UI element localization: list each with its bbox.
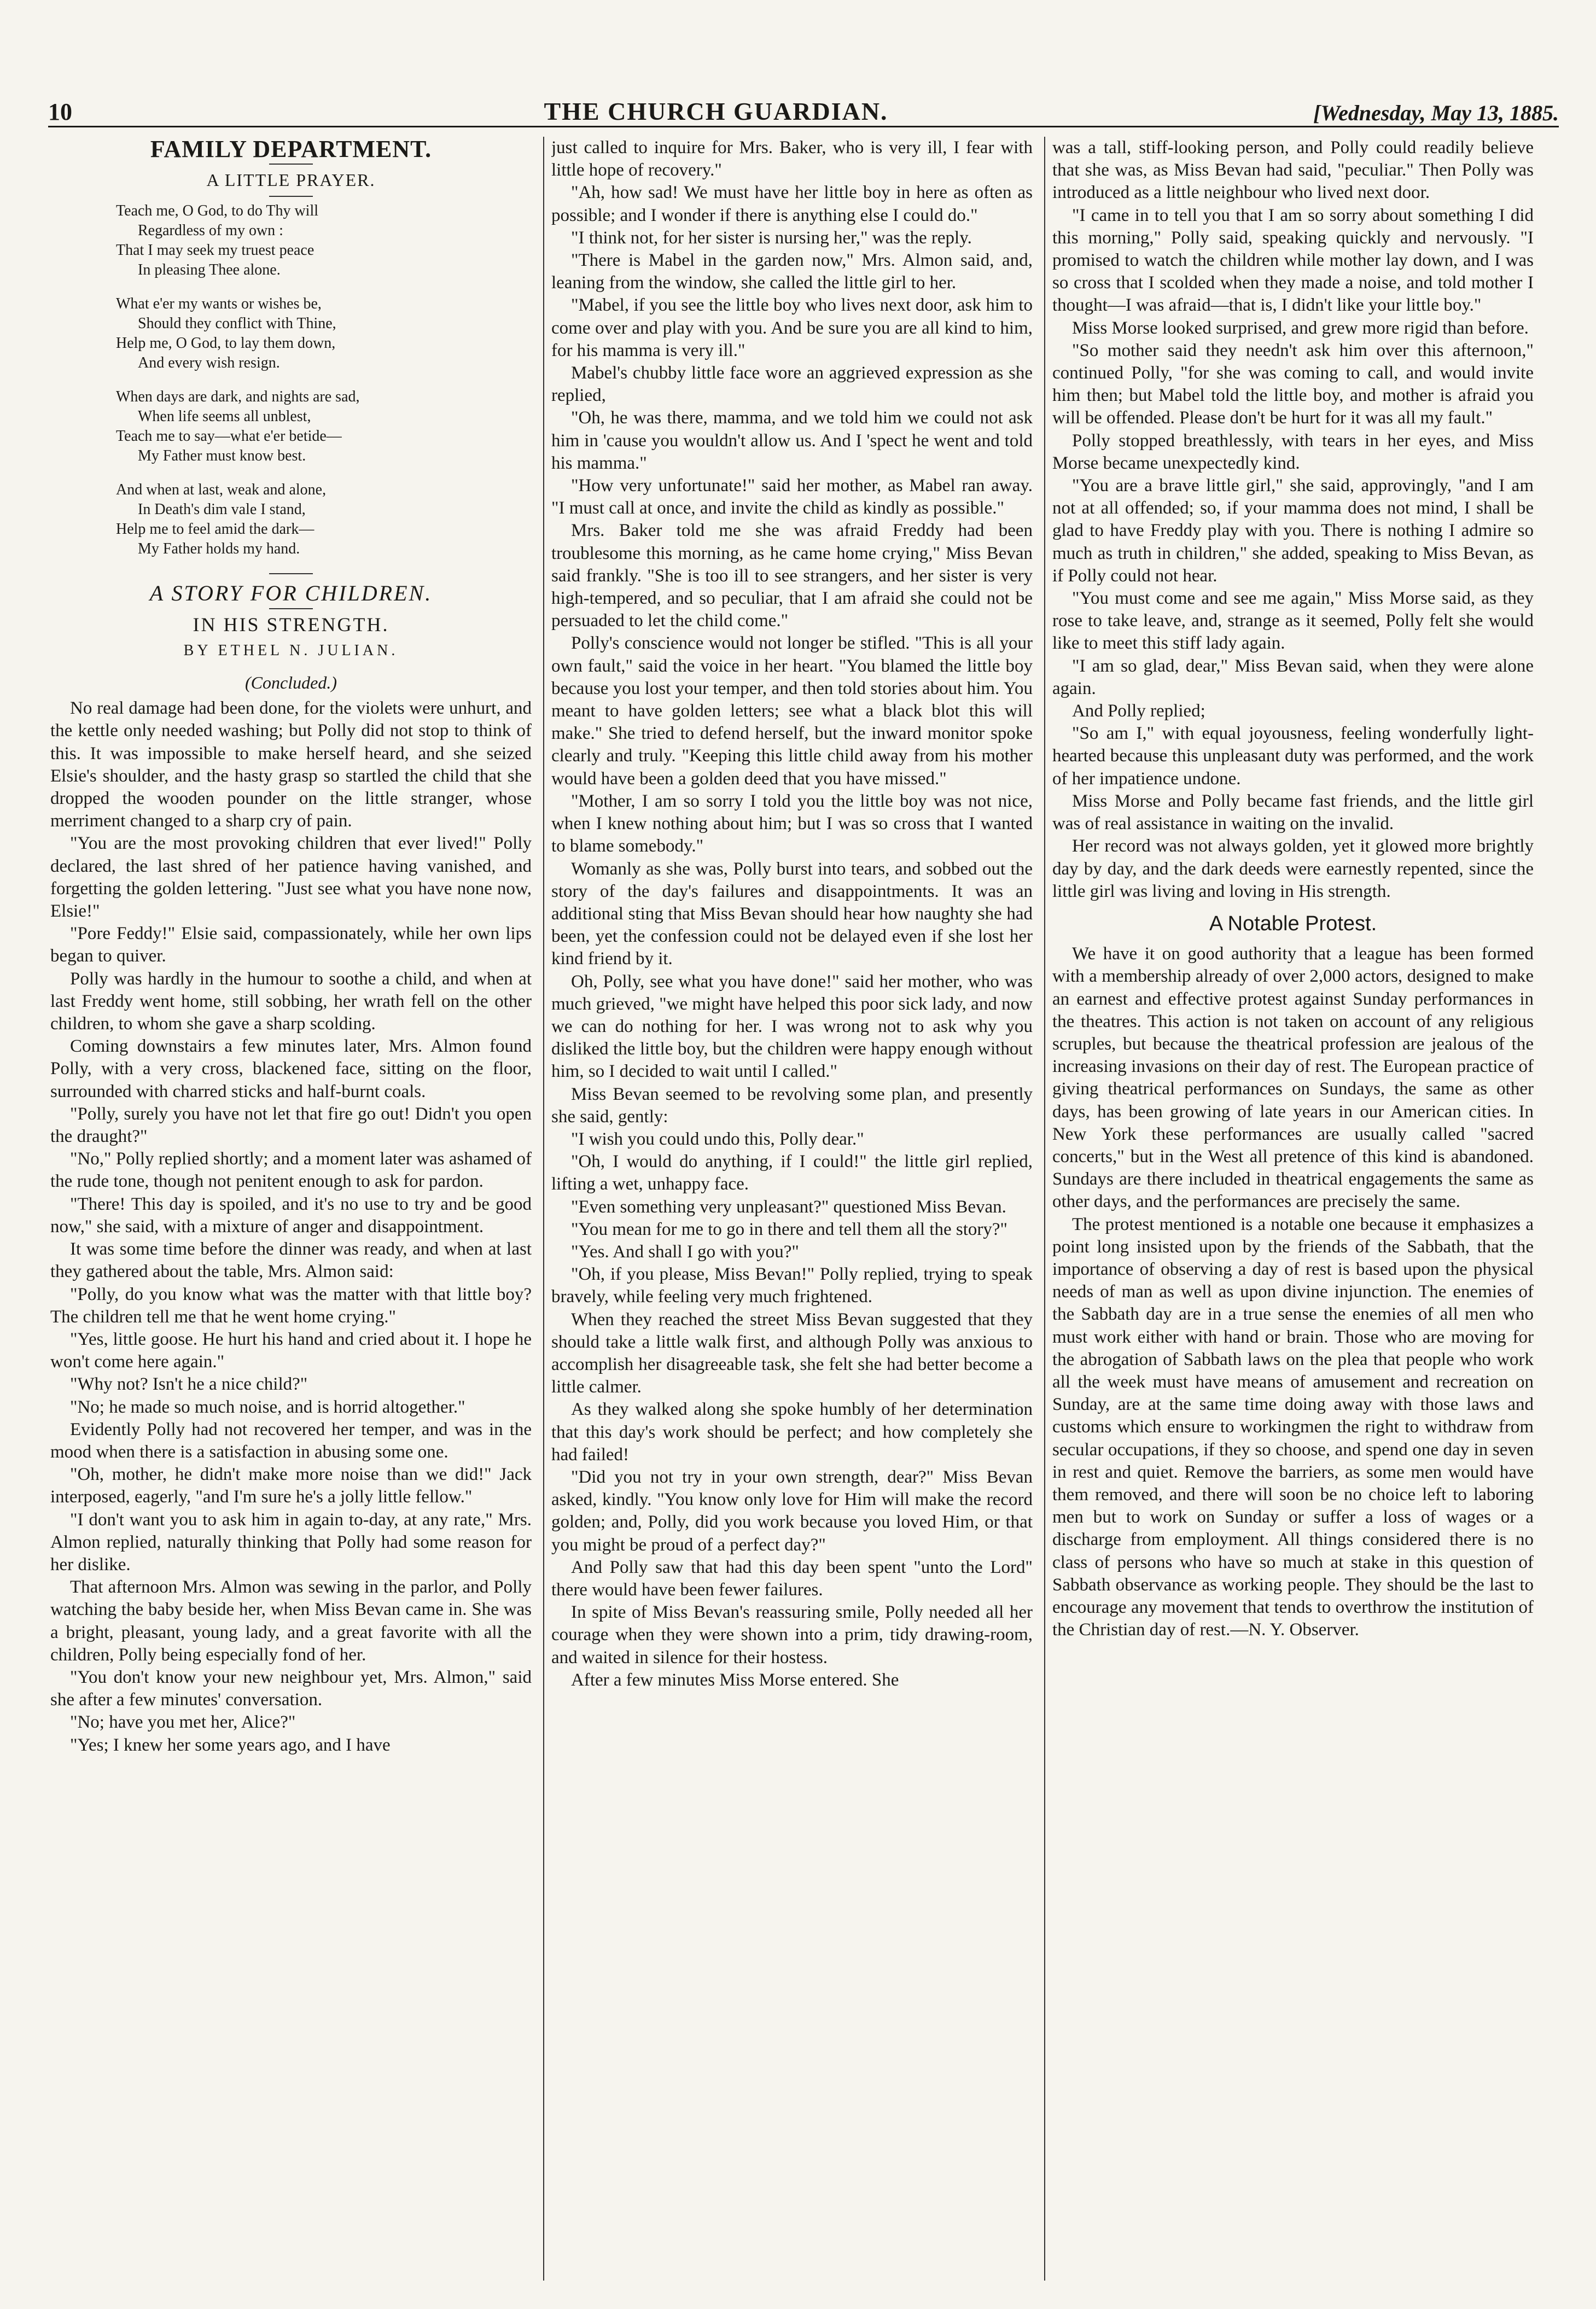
poem-stanza [116,387,532,466]
poem-line: My Father holds my hand. [138,540,300,558]
paragraph: Oh, Polly, see what you have done!" said her mother, who was much grieved, "we might have helped this poor sick lady, and now we can do nothing for her. I was wrong not to ask why you disliked the little boy, but the children were happy enough without him, so I decided to wait until I called." [551,971,1033,1082]
poem-stanza [116,201,532,280]
divider [269,196,313,197]
paragraph: We have it on good authority that a league has been formed with a membership already of over 2,000 actors, designed to make an earnest and effective protest against Sunday performances in the theatres. This action is not taken on account of any religious scruples, but because the theatrical profession are jealous of the increasing invasions on their day of rest. The European practice of giving theatrical performances on Sundays, the same as other days, has been growing of late years in our American cities. In New York these performances are usually called "sacred concerts," but in the West all pretence of this kind is abandoned. Sundays are there included in theatrical engagements the same as other days, and the performances are precisely the same. [1052,944,1534,1212]
paragraph: "Ah, how sad! We must have her little boy in here as often as possible; and I wonder if there is anything else I could do." [551,183,1033,225]
poem-line: Help me, O God, to lay them down, [116,335,336,352]
poem-line: And every wish resign. [138,354,280,372]
paragraph: "Polly, surely you have not let that fire go out! Didn't you open the draught?" [50,1104,532,1147]
poem-line: What e'er my wants or wishes be, [116,295,322,313]
paragraph: And Polly replied; [1072,701,1205,721]
poem-line: When life seems all unblest, [138,408,311,425]
poem-stanza [116,480,532,559]
paragraph: Polly's conscience would not longer be stifled. "This is all your own fault," said the voice in her heart. "You blamed the little boy because you lost your temper, and then told stories about him. You meant to have golden letters; see what a black blot this will make." She tried to defend herself, but the inward monitor spoke clearly and truly. "Keeping this little child away from his mother would have been a golden deed that you have missed." [551,633,1033,789]
column-rule [543,137,544,2281]
column-rule [1044,137,1045,2281]
paragraph: In spite of Miss Bevan's reassuring smile, Polly needed all her courage when they were shown into a prim, tidy drawing-room, and waited in silence for their hostess. [551,1602,1033,1667]
poem-line: Teach me to say—what e'er betide— [116,428,342,445]
paragraph: was a tall, stiff-looking person, and Polly could readily believe that she was, as Miss Bevan had said, "peculiar." Then Polly was introduced as a little neighbour who lived next door. [1052,138,1534,203]
paragraph: Her record was not always golden, yet it glowed more brightly day by day, and the dark deeds were earnestly repented, since the little girl was living and loving in His strength. [1052,836,1534,901]
paragraph: "No; he made so much noise, and is horrid altogether." [70,1397,465,1417]
divider [269,164,313,165]
paragraph: Miss Morse looked surprised, and grew more rigid than before. [1072,318,1529,338]
paragraph: "Did you not try in your own strength, dear?" Miss Bevan asked, kindly. "You know only love for Him will make the record golden; and, Polly, did you work because you loved Him, or that you might be proud of a perfect day?" [551,1467,1033,1555]
poem-line: In Death's dim vale I stand, [138,501,306,518]
paragraph: "You mean for me to go in there and tell them all the story?" [571,1219,1007,1239]
poem-line: Should they conflict with Thine, [138,315,336,333]
paragraph: "No; have you met her, Alice?" [70,1712,296,1733]
paragraph: The protest mentioned is a notable one because it emphasizes a point long insisted upon by the friends of the Sabbath, that the importance of observing a day of rest is based upon the physical needs of man as well as upon divine injunction. The enemies of the Sabbath day are in a true sense the enemies of all men who must work either with hand or brain. Those who are moving for the abrogation of Sabbath laws on the plea that people who work all the week must have means of amusement and recreation on Sunday, are at the same time doing away with those laws and customs which ensure to workingmen the right to withdraw from secular occupations, if they so choose, and spend one day in seven in rest and quiet. Remove the barriers, as some men would have them removed, and there will soon be no choice left to laboring men but to work on Sunday or suffer a loss of wages or a discharge from employment. All things considered there is no class of persons who have so much at stake in this question of Sabbath observance as working people. They should be the last to encourage any movement that tends to overthrow the institution of the Christian day of rest.—N. Y. Observer. [1052,1214,1534,1640]
story-byline: BY ETHEL N. JULIAN. [183,642,399,659]
paragraph: "Yes. And shall I go with you?" [571,1241,799,1262]
paragraph: "I am so glad, dear," Miss Bevan said, when they were alone again. [1052,656,1534,698]
paragraph: "Even something very unpleasant?" questioned Miss Bevan. [571,1197,1006,1217]
column-3 [1052,137,1534,2281]
paragraph: Polly was hardly in the humour to soothe a child, and when at last Freddy went home, still sobbing, her wrath fell on the other children, to whom she gave a sharp scolding. [50,969,532,1034]
page-number: 10 [48,98,72,125]
paragraph: "You must come and see me again," Miss Morse said, as they rose to take leave, and, strange as it seemed, Polly felt she would like to meet this stiff lady again. [1052,588,1534,654]
poem-line: Help me to feel amid the dark— [116,521,314,538]
paragraph: "Oh, he was there, mamma, and we told him we could not ask him in 'cause you wouldn't allow us. And I 'spect he went and told his mamma." [551,408,1033,473]
paragraph: "How very unfortunate!" said her mother, as Mabel ran away. "I must call at once, and invite the child as kindly as possible." [551,476,1033,518]
paragraph: Miss Bevan seemed to be revolving some plan, and presently she said, gently: [551,1084,1033,1127]
paragraph: "There! This day is spoiled, and it's no use to try and be good now," she said, with a mixture of anger and disappointment. [50,1194,532,1237]
paragraph: "I think not, for her sister is nursing her," was the reply. [571,228,972,248]
paragraph: Mabel's chubby little face wore an aggrieved expression as she replied, [551,363,1033,406]
newspaper-title: THE CHURCH GUARDIAN. [544,97,888,125]
divider [269,573,313,574]
paragraph: No real damage had been done, for the violets were unhurt, and the kettle only needed washing; but Polly did not stop to think of this. It was impossible to make herself heard, and she seized Elsie's shoulder, and the hasty grasp so startled the child that she dropped the wooden pounder on the little stranger, whose merriment changed to a sharp cry of pain. [50,698,532,831]
paragraph: "Mother, I am so sorry I told you the little boy was not nice, when I knew nothing about him; but I was so cross that I wanted to blame somebody." [551,791,1033,856]
poem-line: When days are dark, and nights are sad, [116,388,360,406]
paragraph: "You are the most provoking children that ever lived!" Polly declared, the last shred of her patience having vanished, and forgetting the golden lettering. "Just see what you have none now, Elsie!" [50,833,532,922]
masthead [48,82,1559,127]
story-text-col1 [50,697,532,1757]
paragraph: And Polly saw that had this day been spent "unto the Lord" there would have been fewer failures. [551,1557,1033,1600]
paragraph: "I came in to tell you that I am so sorry about something I did this morning," Polly said, speaking quickly and nervously. "I promised to watch the children while mother lay down, and I was so cross that I scolded when they made a noise, and told mother I thought—I was afraid—that is, I didn't like your little boy." [1052,205,1534,316]
paragraph: "I wish you could undo this, Polly dear." [571,1129,864,1149]
family-department-heading: FAMILY DEPARTMENT. [150,137,432,162]
divider [269,608,313,609]
poem-line: And when at last, weak and alone, [116,481,327,499]
paragraph: That afternoon Mrs. Almon was sewing in the parlor, and Polly watching the baby beside her, when Miss Bevan came in. She was a bright, pleasant, young lady, and a great favorite with all the children, Polly being especially fond of her. [50,1577,532,1665]
paragraph: "Oh, I would do anything, if I could!" the little girl replied, lifting a wet, unhappy face. [551,1152,1033,1194]
paragraph: "Polly, do you know what was the matter with that little boy? The children tell me that he went home crying." [50,1284,532,1327]
paragraph: "You are a brave little girl," she said, approvingly, "and I am not at all offended; so, if your mamma does not mind, I shall be glad to have Freddy play with you. There is nothing I admire so much as truth in children," she added, speaking to Miss Bevan, as if Polly could not hear. [1052,476,1534,586]
paragraph: "Pore Feddy!" Elsie said, compassionately, while her own lips began to quiver. [50,924,532,966]
paragraph: "Why not? Isn't he a nice child?" [70,1374,308,1395]
poem-stanza [116,294,532,373]
paragraph: Polly stopped breathlessly, with tears in her eyes, and Miss Morse became unexpectedly kind. [1052,430,1534,473]
issue-date: [Wednesday, May 13, 1885. [1313,101,1559,125]
paragraph: "So am I," with equal joyousness, feeling wonderfully light-hearted because this unpleasant duty was performed, and the work of her impatience undone. [1052,724,1534,789]
paragraph: "I don't want you to ask him in again to-day, at any rate," Mrs. Almon replied, naturally thinking that Polly had some reason for her dislike. [50,1509,532,1575]
poem-line: That I may seek my truest peace [116,242,314,259]
poem-title: A LITTLE PRAYER. [206,170,376,190]
paragraph: "There is Mabel in the garden now," Mrs. Almon said, and, leaning from the window, she called the little girl to her. [551,250,1033,293]
paragraph: "So mother said they needn't ask him over this afternoon," continued Polly, "for she was coming to call, and would invite him then; but Mabel told the little boy, and mother is afraid you will be offended. Please don't be hurt for it was all my fault." [1052,340,1534,428]
paragraph: just called to inquire for Mrs. Baker, who is very ill, I fear with little hope of recovery." [551,138,1033,180]
paragraph: Womanly as she was, Polly burst into tears, and sobbed out the story of the day's failures and disappointments. It was an additional sting that Miss Bevan should hear how naughty she had been, yet the confession could not be delayed even if she lost her kind friend by it. [551,859,1033,969]
paragraph: After a few minutes Miss Morse entered. She [571,1670,899,1690]
paragraph: When they reached the street Miss Bevan suggested that they should take a little walk first, and although Polly was anxious to accomplish her disagreeable task, she felt she had better become a little calmer. [551,1309,1033,1397]
poem-line: Regardless of my own : [138,222,283,240]
poem-line: My Father must know best. [138,447,306,465]
concluded-note: (Concluded.) [245,673,337,693]
paragraph: Evidently Polly had not recovered her temper, and was in the mood when there is a satisfaction in abusing some one. [50,1419,532,1462]
poem-line: Teach me, O God, to do Thy will [116,202,319,220]
column-2 [551,137,1033,2281]
paragraph: "No," Polly replied shortly; and a moment later was ashamed of the rude tone, though not penitent enough to ask for pardon. [50,1149,532,1192]
story-title: IN HIS STRENGTH. [193,613,389,635]
paragraph: "Yes, little goose. He hurt his hand and cried about it. I hope he won't come here again." [50,1329,532,1372]
paragraph: As they walked along she spoke humbly of her determination that this day's work should be perfect; and how completely she had failed! [551,1400,1033,1465]
paragraph: It was some time before the dinner was ready, and when at last they gathered about the table, Mrs. Almon said: [50,1239,532,1282]
paragraph: Mrs. Baker told me she was afraid Freddy had been troublesome this morning, as he came home crying," Miss Bevan said frankly. "She is too ill to see strangers, and her sister is very high-tempered, and so peculiar, that I am afraid she could not be persuaded to let the child come." [551,521,1033,631]
paragraph: "Yes; I knew her some years ago, and I have [70,1735,391,1755]
protest-heading: A Notable Protest. [1209,912,1377,935]
paragraph: "You don't know your new neighbour yet, Mrs. Almon," said she after a few minutes' conversation. [50,1667,532,1710]
story-heading: A STORY FOR CHILDREN. [149,581,433,606]
column-1 [50,137,532,2281]
paragraph: "Mabel, if you see the little boy who lives next door, ask him to come over and play with you. And be sure you are all kind to him, for his mamma is very ill." [551,295,1033,360]
paragraph: "Oh, mother, he didn't make more noise than we did!" Jack interposed, eagerly, "and I'm sure he's a jolly little fellow." [50,1465,532,1507]
poem [116,201,532,559]
paragraph: "Oh, if you please, Miss Bevan!" Polly replied, trying to speak bravely, while feeling very much frightened. [551,1264,1033,1307]
paragraph: Miss Morse and Polly became fast friends, and the little girl was of real assistance in waiting on the invalid. [1052,791,1534,834]
poem-line: In pleasing Thee alone. [138,261,281,279]
paragraph: Coming downstairs a few minutes later, Mrs. Almon found Polly, with a very cross, blackened face, sitting on the floor, surrounded with charred sticks and half-burnt coals. [50,1036,532,1101]
